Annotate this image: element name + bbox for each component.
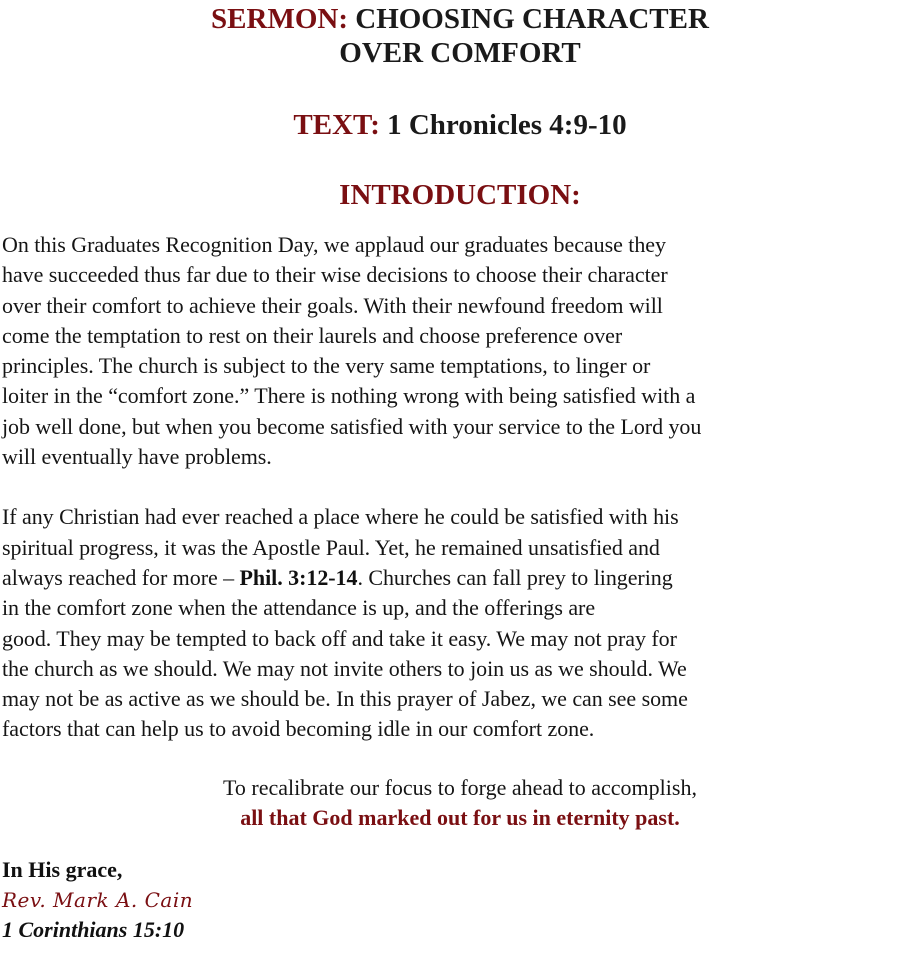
scripture-reference-phil: Phil. 3:12-14 (239, 564, 358, 590)
signoff-block (2, 855, 918, 945)
introduction-heading: INTRODUCTION: (339, 179, 581, 211)
signoff-verse: 1 Corinthians 15:10 (2, 916, 185, 942)
para2-line: in the comfort zone when the attendance is up, and the offerings are (2, 595, 596, 621)
para1-line: On this Graduates Recognition Day, we applaud our graduates because they (2, 232, 666, 257)
closing-line-2: all that God marked out for us in eternity past. (240, 804, 680, 830)
para2-line: may not be as active as we should be. In this prayer of Jabez, we can see some (2, 686, 688, 712)
para2-line: factors that can help us to avoid becoming idle in our comfort zone. (2, 716, 595, 742)
introduction-paragraph-1 (2, 230, 918, 472)
text-label: TEXT: (293, 109, 380, 141)
sermon-title-line1: CHOOSING CHARACTER (355, 3, 709, 35)
para2-line-start: always reached for more – (2, 564, 240, 590)
sermon-label: SERMON: (211, 3, 348, 35)
scripture-text-heading (2, 108, 918, 142)
para1-line: come the temptation to rest on their laurels and choose preference over (2, 322, 623, 348)
signoff-grace: In His grace, (2, 856, 123, 882)
closing-statement (2, 773, 918, 833)
sermon-title-line2: OVER COMFORT (339, 37, 581, 69)
para1-line: will eventually have problems. (2, 444, 272, 470)
para1-line: have succeeded thus far due to their wise decisions to choose their character (2, 262, 668, 288)
para2-line: good. They may be tempted to back off and take it easy. We may not pray for (2, 625, 677, 651)
para2-line: If any Christian had ever reached a place where he could be satisfied with his (2, 504, 679, 530)
para1-line: over their comfort to achieve their goals. With their newfound freedom will (2, 292, 663, 318)
para1-line: principles. The church is subject to the very same temptations, to linger or (2, 353, 651, 379)
para2-line-end: . Churches can fall prey to lingering (357, 564, 673, 590)
para2-line: spiritual progress, it was the Apostle Paul. Yet, he remained unsatisfied and (2, 534, 660, 560)
text-reference: 1 Chronicles 4:9-10 (387, 109, 627, 141)
sermon-title (2, 0, 918, 70)
para1-line: loiter in the “comfort zone.” There is nothing wrong with being satisfied with a (2, 383, 696, 409)
signoff-signature-name: Rev. Mark A. Cain (2, 887, 194, 912)
closing-line-1: To recalibrate our focus to forge ahead to accomplish, (223, 774, 697, 800)
para2-line: the church as we should. We may not invite others to join us as we should. We (2, 655, 687, 681)
introduction-paragraph-2 (2, 502, 918, 744)
para1-line: job well done, but when you become satisfied with your service to the Lord you (2, 413, 702, 439)
